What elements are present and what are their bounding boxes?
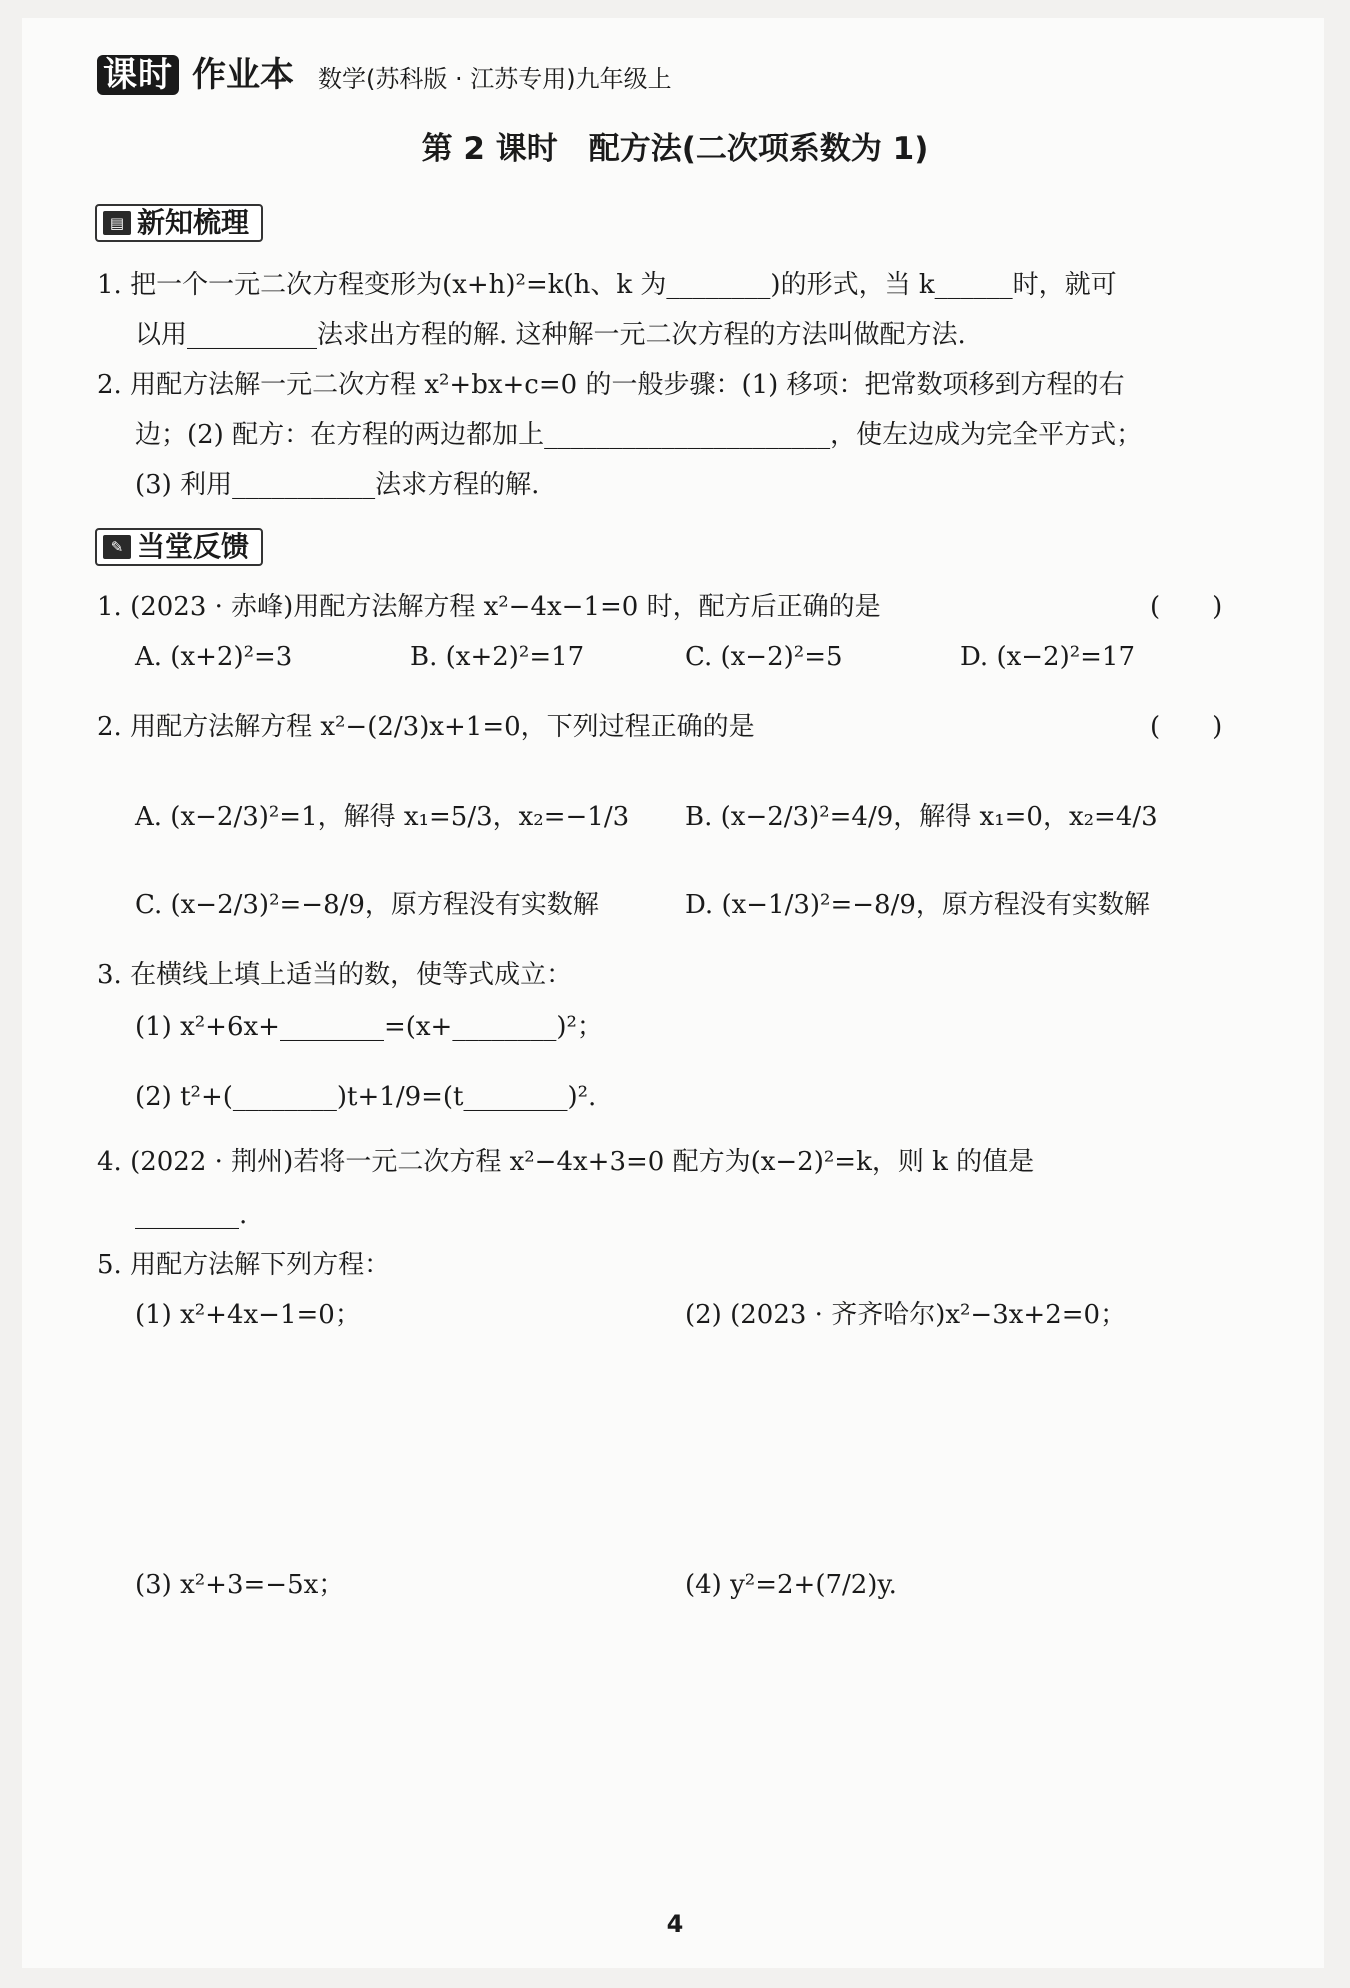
s2-q2-option-d: D. (x−1/3)²=−8/9，原方程没有实数解: [685, 890, 1150, 920]
section-label: 当堂反馈: [137, 530, 250, 563]
s2-q5-part2: (2) (2023 · 齐齐哈尔)x²−3x+2=0；: [685, 1300, 1127, 1330]
page-number: 4: [666, 1910, 684, 1938]
lesson-title: 第 2 课时 配方法(二次项系数为 1): [421, 131, 929, 167]
s2-q5-part4: (4) y²=2+(7/2)y.: [685, 1570, 897, 1600]
series-logo: 课时: [97, 55, 179, 95]
s2-q4-line1: 4. (2022 · 荆州)若将一元二次方程 x²−4x+3=0 配方为(x−2)²=k，则 k 的值是: [97, 1147, 1035, 1177]
s2-q4-line2: ________.: [135, 1200, 248, 1230]
section-label: 新知梳理: [137, 206, 250, 239]
s2-q5: 5. 用配方法解下列方程：: [97, 1250, 391, 1280]
s2-q1-option-d: D. (x−2)²=17: [960, 642, 1136, 672]
subject-line: 数学(苏科版 · 江苏专用)九年级上: [318, 65, 672, 93]
s2-q5-part3: (3) x²+3=−5x；: [135, 1570, 345, 1600]
s2-q2-option-a: A. (x−2/3)²=1，解得 x₁=5/3，x₂=−1/3: [135, 802, 630, 832]
s2-q2-answer-paren: ( ): [1150, 712, 1223, 742]
s1-q1-line2: 以用__________法求出方程的解. 这种解一元二次方程的方法叫做配方法.: [135, 320, 966, 350]
s2-q1-option-b: B. (x+2)²=17: [410, 642, 585, 672]
s2-q2: 2. 用配方法解方程 x²−(2/3)x+1=0，下列过程正确的是: [97, 712, 755, 742]
book-name: 作业本: [192, 55, 294, 95]
s2-q1-answer-paren: ( ): [1150, 592, 1223, 622]
s2-q3-part1: (1) x²+6x+________=(x+________)²；: [135, 1012, 603, 1042]
section-heading-feedback: [95, 528, 263, 566]
s1-q1-line1: 1. 把一个一元二次方程变形为(x+h)²=k(h、k 为________)的形式，当 k______时，就可: [97, 270, 1117, 300]
s2-q1: 1. (2023 · 赤峰)用配方法解方程 x²−4x−1=0 时，配方后正确的是: [97, 592, 881, 622]
s2-q3-part2: (2) t²+(________)t+1/9=(t________)².: [135, 1082, 597, 1112]
s2-q3: 3. 在横线上填上适当的数，使等式成立：: [97, 960, 573, 990]
book-icon: ▤: [103, 211, 131, 235]
worksheet-page: [22, 18, 1324, 1968]
s1-q2-line3: (3) 利用___________法求方程的解.: [135, 470, 540, 500]
section-heading-new-knowledge: [95, 204, 263, 242]
pencil-icon: ✎: [103, 535, 131, 559]
s2-q5-part1: (1) x²+4x−1=0；: [135, 1300, 361, 1330]
s2-q1-option-a: A. (x+2)²=3: [135, 642, 293, 672]
s2-q2-option-b: B. (x−2/3)²=4/9，解得 x₁=0，x₂=4/3: [685, 802, 1158, 832]
s1-q2-line1: 2. 用配方法解一元二次方程 x²+bx+c=0 的一般步骤：(1) 移项：把常数项移到方程的右: [97, 370, 1125, 400]
s2-q1-option-c: C. (x−2)²=5: [685, 642, 843, 672]
s2-q2-option-c: C. (x−2/3)²=−8/9，原方程没有实数解: [135, 890, 599, 920]
s1-q2-line2: 边；(2) 配方：在方程的两边都加上______________________，使左边成为完全平方式；: [135, 420, 1143, 450]
